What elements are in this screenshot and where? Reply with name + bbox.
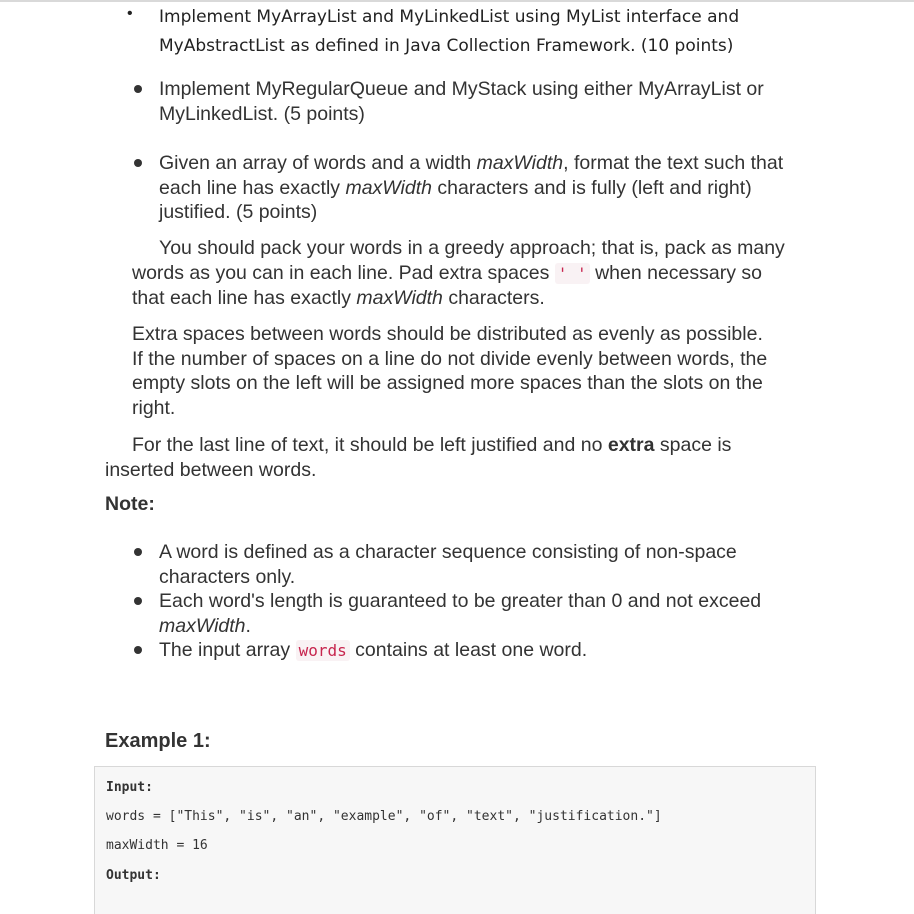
top-divider [0,0,914,2]
paragraph-last-line: For the last line of text, it should be left justified and no extra space is inserted between words. [105,434,732,481]
example-output-label: Output: [106,868,161,883]
note-item-1: A word is defined as a character sequence consisting of non-space characters only. [159,541,737,588]
inline-code-words: words [296,640,350,661]
paragraph-extra-spaces: Extra spaces between words should be distributed as evenly as possible. If the number of spaces on a line do not divide evenly between words, the empty slots on the left will be assigned more spaces than the slots on the right. [132,323,768,419]
note-item-2: Each word's length is guaranteed to be greater than 0 and not exceed maxWidth. [159,590,762,637]
note-bullet [134,597,142,605]
note-item-3: The input array words contains at least one word. [159,639,588,661]
example-words-line: words = ["This", "is", "an", "example", "of", "text", "justification."] [106,809,662,824]
note-bullet [134,646,142,654]
paragraph-greedy: You should pack your words in a greedy approach; that is, pack as many words as you can in each line. Pad extra spaces ' ' when necessary so that each line has exactly maxWidth characters. [132,237,785,309]
example-heading: Example 1: [105,730,211,752]
task-bullet [134,85,142,93]
task-bullet [134,159,142,167]
task-bullet: • [127,5,133,22]
note-heading: Note: [105,493,155,515]
note-bullet [134,548,142,556]
inline-code-space: ' ' [555,263,590,284]
task-item-2: Implement MyRegularQueue and MyStack using either MyArrayList or MyLinkedList. (5 points) [159,78,764,125]
task-item-1: Implement MyArrayList and MyLinkedList using MyList interface and MyAbstractList as defined in Java Collection Framework. (10 points) [159,7,740,56]
task-item-3: Given an array of words and a width maxWidth, format the text such that each line has exactly maxWidth characters and is fully (left and right) justified. (5 points) [159,152,784,223]
example-maxwidth-line: maxWidth = 16 [106,838,208,853]
example-input-label: Input: [106,780,153,795]
example-code-block [94,766,816,914]
